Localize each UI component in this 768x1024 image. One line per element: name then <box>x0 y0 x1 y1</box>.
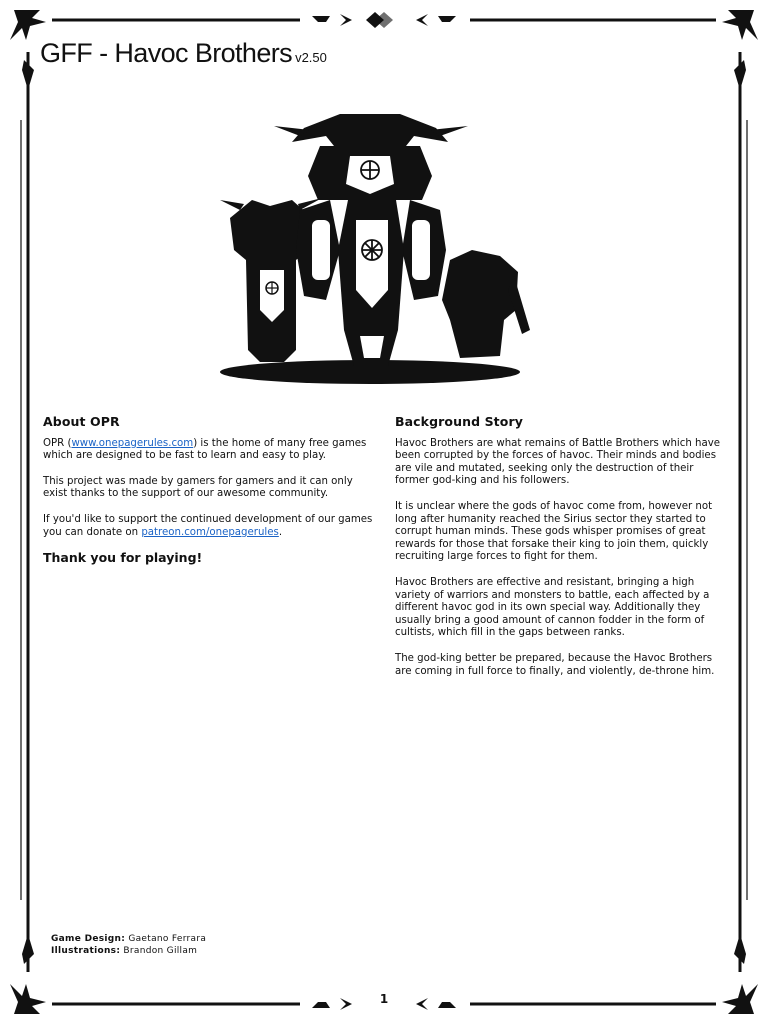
about-text: ) is the home of many free games which are designed to be fast to learn and easy to play. <box>43 437 367 462</box>
story-paragraph: Havoc Brothers are effective and resistant, bringing a high variety of warriors and monsters to battle, each affected by a different havoc god in its own special way. Additionally they usually bring a good amount of cannon fodder in the form of cultists, which fill in the gaps between ranks. <box>395 576 710 639</box>
story-paragraph: Havoc Brothers are what remains of Battle Brothers which have been corrupted by the forces of havoc. Their minds and bodies are vile and mutated, seeking only the destruction of their former god-king and his followers. <box>395 437 721 487</box>
credits <box>51 934 206 957</box>
about-text: OPR ( <box>43 437 72 449</box>
credit-label: Illustrations: <box>51 945 121 956</box>
about-paragraph-2: This project was made by gamers for gamers and it can only exist thanks to the support of our awesome community. <box>43 475 353 500</box>
story-paragraph: It is unclear where the gods of havoc come from, however not long after humanity reached the Sirius sector they started to corrupt human minds. These gods whisper promises of great rewards for those that forsake their king to join them, quickly recruiting large forces to fight for them. <box>395 500 713 563</box>
about-text: If you'd like to support the continued development of our games you can donate on <box>43 513 373 538</box>
opr-website-link[interactable]: www.onepagerules.com <box>71 437 194 449</box>
credit-game-design <box>51 934 206 946</box>
credit-name: Brandon Gillam <box>123 945 198 956</box>
about-heading: About OPR <box>43 414 120 429</box>
about-paragraph-1 <box>43 438 378 463</box>
version-label: v2.50 <box>295 50 327 65</box>
page-title <box>40 38 327 69</box>
about-text: . <box>278 526 283 538</box>
havoc-brothers-illustration <box>200 100 540 390</box>
about-paragraph-3 <box>43 514 378 539</box>
page-number: 1 <box>379 992 389 1006</box>
background-story-section <box>395 416 730 691</box>
story-paragraph: The god-king better be prepared, because the Havoc Brothers are coming in full force to finally, and violently, de-throne him. <box>395 652 715 677</box>
thanks-heading: Thank you for playing! <box>43 550 203 566</box>
credit-name: Gaetano Ferrara <box>128 934 207 944</box>
patreon-link[interactable]: patreon.com/onepagerules <box>141 526 279 538</box>
title-text: GFF - Havoc Brothers <box>40 38 293 68</box>
credit-label: Game Design: <box>51 934 126 944</box>
story-heading: Background Story <box>395 414 523 429</box>
about-section <box>43 416 378 565</box>
credit-illustrations <box>51 946 206 958</box>
